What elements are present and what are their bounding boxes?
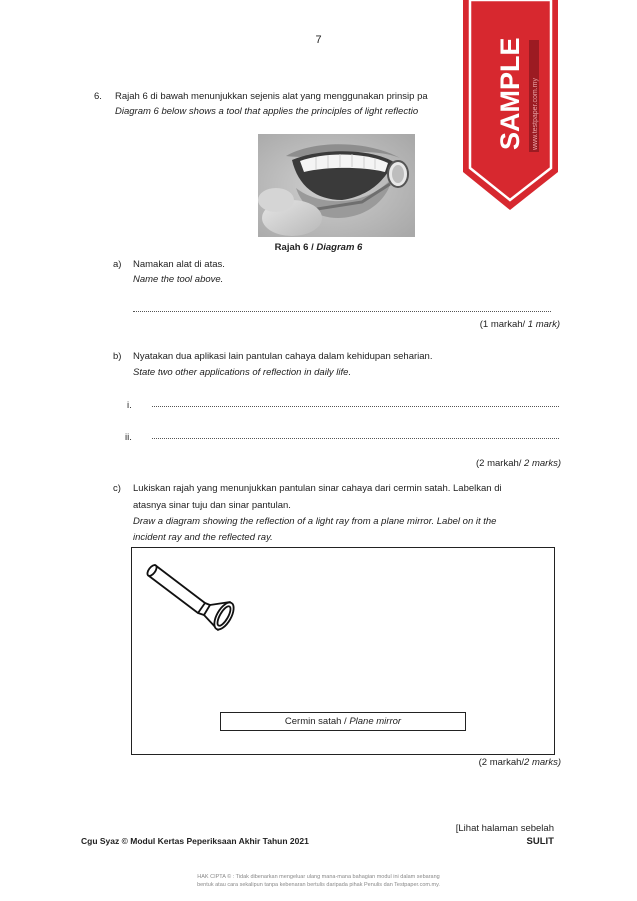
part-b-item-2-answer-line[interactable] — [152, 438, 559, 439]
page-number: 7 — [315, 34, 322, 46]
part-b-marks — [476, 457, 561, 470]
part-a-marks — [480, 318, 560, 331]
part-c-question-malay-line-2: atasnya sinar tuju dan sinar pantulan. — [133, 500, 291, 511]
question-intro-english: Diagram 6 below shows a tool that applies the principles of light reflectio — [115, 106, 419, 117]
dental-mirror-photo — [258, 134, 415, 237]
part-c-question-english-line-2: incident ray and the reflected ray. — [133, 532, 273, 543]
part-a-question-english: Name the tool above. — [133, 274, 224, 285]
part-c-marks-malay: (2 markah/ — [478, 757, 525, 768]
footer-module-title: Cgu Syaz © Modul Kertas Peperiksaan Akhir Tahun 2021 — [81, 836, 309, 846]
diagram-caption — [0, 241, 637, 254]
part-b-item-1-answer-line[interactable] — [152, 406, 559, 407]
footer-next-page: [Lihat halaman sebelah — [455, 823, 554, 834]
footer-copyright-line-1: HAK CIPTA © : Tidak dibenarkan mengeluar ulang mana-mana bahagian modul ini dalam sebarang — [197, 874, 440, 880]
sample-watermark-text: SAMPLE — [495, 37, 525, 150]
plane-mirror-label-english: Plane mirror — [349, 716, 402, 727]
question-number: 6. — [94, 91, 102, 102]
part-c-marks — [479, 756, 561, 769]
part-c-question-malay-line-1: Lukiskan rajah yang menunjukkan pantulan sinar cahaya dari cermin satah. Labelkan di — [133, 483, 502, 494]
footer-copyright-line-2: bentuk atau cara sekalipun tanpa kebenaran bertulis daripada pihak Penulis dan Testpaper.com.my. — [197, 882, 440, 888]
part-b-marks-english: 2 marks) — [524, 458, 561, 469]
part-b-question-malay: Nyatakan dua aplikasi lain pantulan cahaya dalam kehidupan seharian. — [133, 351, 433, 362]
part-a-marks-malay: (1 markah/ — [479, 319, 528, 330]
part-c-question-english-line-1: Draw a diagram showing the reflection of a light ray from a plane mirror. Label on it the — [133, 516, 497, 527]
sample-watermark — [463, 0, 558, 210]
plane-mirror-label-malay: Cermin satah / — [284, 716, 350, 727]
part-b-question-english: State two other applications of reflection in daily life. — [133, 367, 352, 378]
part-b-item-1-label: i. — [127, 400, 132, 411]
part-a-answer-line[interactable] — [133, 311, 551, 312]
diagram-caption-malay: Rajah 6 / — [274, 242, 317, 253]
plane-mirror-label — [220, 712, 466, 731]
torch-icon — [146, 558, 241, 648]
part-a-question-malay: Namakan alat di atas. — [133, 259, 225, 270]
part-c-label: c) — [113, 483, 121, 494]
part-b-marks-malay: (2 markah/ — [476, 458, 525, 469]
question-intro-malay: Rajah 6 di bawah menunjukkan sejenis alat yang menggunakan prinsip pa — [115, 91, 428, 102]
part-b-item-2-label: ii. — [125, 432, 132, 443]
footer-sulit: SULIT — [526, 836, 554, 847]
footer-copyright — [0, 873, 637, 889]
part-a-marks-english: 1 mark) — [527, 319, 560, 330]
part-b-label: b) — [113, 351, 122, 362]
diagram-caption-english: Diagram 6 — [316, 242, 363, 253]
part-a-label: a) — [113, 259, 122, 270]
part-c-marks-english: 2 marks) — [524, 757, 561, 768]
sample-watermark-subtext: www.testpaper.com.my — [532, 78, 539, 150]
